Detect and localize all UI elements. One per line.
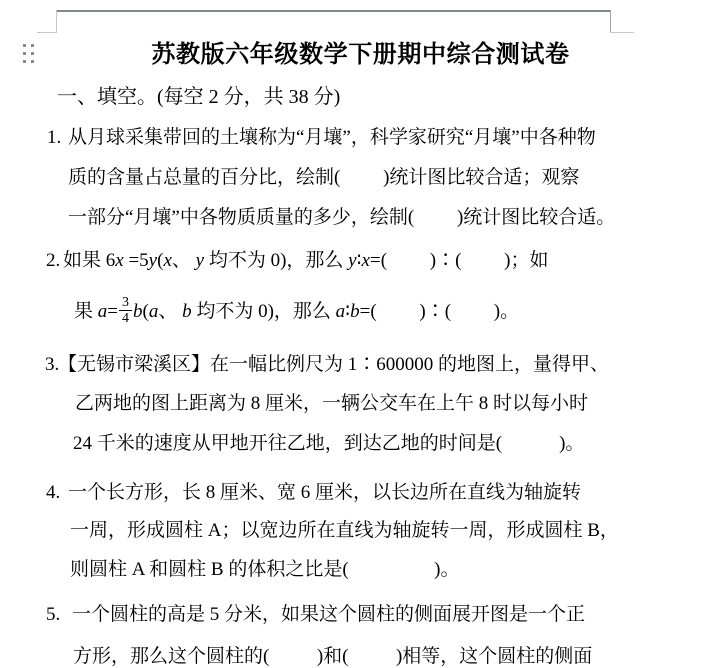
question-number: 1. xyxy=(47,127,62,148)
question-4-line-3 xyxy=(70,559,460,581)
question-number: 2. xyxy=(46,250,61,271)
question-3-line-3 xyxy=(73,433,584,455)
text-segment: ( xyxy=(157,250,164,271)
text-segment: ∶ xyxy=(345,301,351,322)
fraction-denominator: 4 xyxy=(121,311,129,326)
math-variable: a xyxy=(97,301,108,322)
text-segment: 果 xyxy=(74,301,98,322)
question-4-line-2 xyxy=(70,520,619,542)
math-variable: y xyxy=(148,250,158,271)
math-variable: a xyxy=(148,301,159,322)
text-segment: 如果 6 xyxy=(63,250,116,271)
page-edge-left-vertical xyxy=(56,10,57,33)
question-3-line-1 xyxy=(45,354,609,376)
question-1-line-1 xyxy=(47,127,596,149)
text-segment: 质的含量占总量的百分比，绘制( )统计图比较合适；观察 xyxy=(68,167,580,188)
text-segment: 方形，那么这个圆柱的( )和( )相等，这个圆柱的侧面 xyxy=(73,646,593,667)
math-variable: x xyxy=(163,250,172,271)
math-variable: y xyxy=(195,250,205,271)
text-segment: 一部分“月壤”中各物质质量的多少，绘制( )统计图比较合适。 xyxy=(68,207,616,228)
text-segment: ∶ xyxy=(356,250,362,271)
math-variable: b xyxy=(132,301,143,322)
page-edge-right-vertical xyxy=(610,10,611,33)
math-variable: x xyxy=(361,250,370,271)
text-segment: 、 xyxy=(158,301,183,322)
text-segment: 乙两地的图上距离为 8 厘米，一辆公交车在上午 8 时以每小时 xyxy=(75,393,589,414)
page-edge-top xyxy=(56,10,610,12)
page-edge-left-horizontal xyxy=(37,32,56,33)
text-segment: =( )∶( )。 xyxy=(359,301,520,322)
question-5-line-1 xyxy=(46,604,585,626)
question-4-line-1 xyxy=(46,482,581,504)
math-variable: a xyxy=(335,301,346,322)
text-segment: 则圆柱 A 和圆柱 B 的体积之比是( )。 xyxy=(70,559,460,580)
text-segment: =( )∶( )；如 xyxy=(369,250,549,271)
question-2-line-2 xyxy=(74,295,520,326)
math-variable: b xyxy=(182,301,192,322)
text-segment: 、 xyxy=(171,250,196,271)
math-variable: x xyxy=(115,250,124,271)
fraction-numerator: 3 xyxy=(119,296,132,311)
text-segment: 一周，形成圆柱 A；以宽边所在直线为轴旋转一周，形成圆柱 B， xyxy=(70,520,619,541)
math-variable: y xyxy=(348,250,357,271)
text-segment: 一个圆柱的高是 5 分米，如果这个圆柱的侧面展开图是一个正 xyxy=(72,604,586,625)
text-segment: 均不为 0)，那么 xyxy=(204,250,349,271)
question-3-line-2 xyxy=(75,393,588,415)
text-segment: = xyxy=(107,301,118,322)
question-number: 3. xyxy=(45,354,60,375)
text-segment: =5 xyxy=(123,250,149,271)
page-title: 苏教版六年级数学下册期中综合测试卷 xyxy=(151,41,570,68)
fraction xyxy=(119,295,132,326)
text-segment: 【无锡市梁溪区】在一幅比例尺为 1∶600000 的地图上，量得甲、 xyxy=(58,354,610,375)
question-number: 5. xyxy=(46,604,61,625)
text-segment: 一个长方形，长 8 厘米、宽 6 厘米，以长边所在直线为轴旋转 xyxy=(68,482,582,503)
text-segment: ( xyxy=(142,301,149,322)
text-segment: 从月球采集带回的土壤称为“月壤”，科学家研究“月壤”中各种物 xyxy=(68,127,596,148)
question-1-line-2 xyxy=(68,167,579,189)
math-variable: b xyxy=(350,301,360,322)
question-2-line-1 xyxy=(46,250,549,272)
text-segment: 24 千米的速度从甲地开往乙地，到达乙地的时间是( )。 xyxy=(73,433,585,454)
text-segment: 均不为 0)，那么 xyxy=(191,301,336,322)
section-heading: 一、填空。(每空 2 分，共 38 分) xyxy=(57,86,341,108)
question-number: 4. xyxy=(46,482,61,503)
question-1-line-3 xyxy=(68,207,615,229)
page-edge-right-horizontal xyxy=(610,32,634,33)
